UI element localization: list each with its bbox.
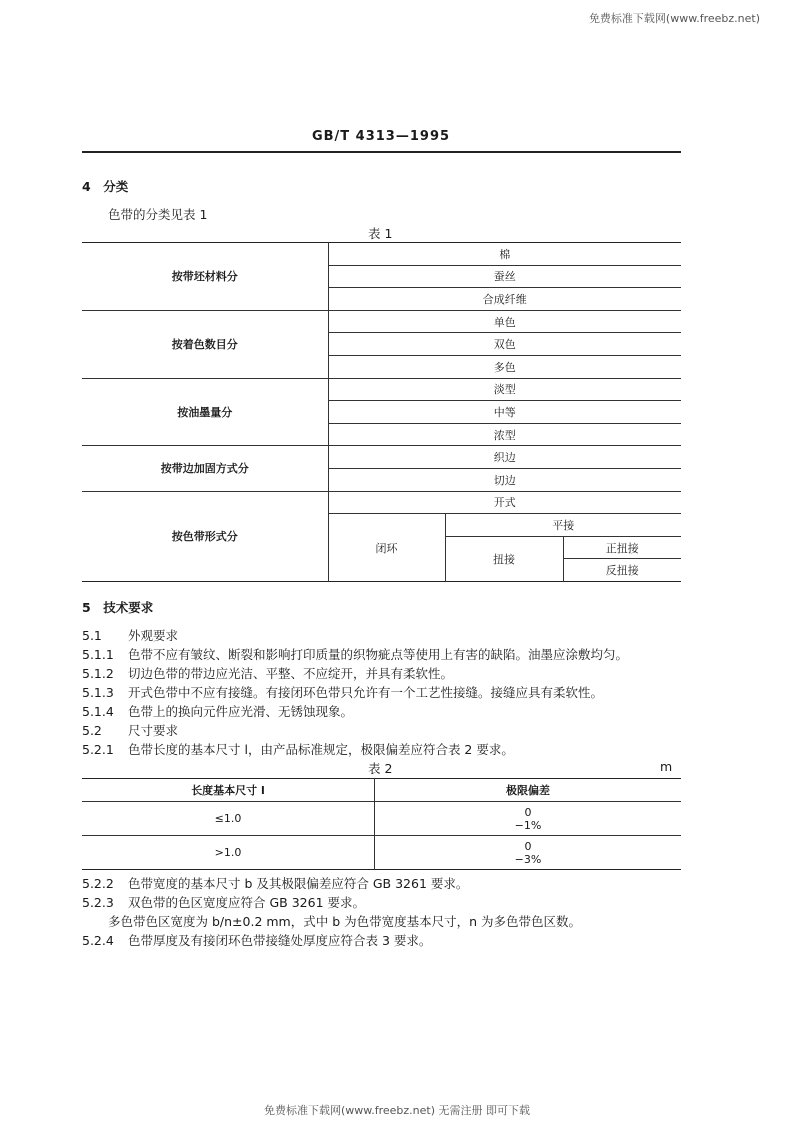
value-cell: 多色 <box>328 355 681 378</box>
value-cell: 棉 <box>499 247 511 261</box>
value-cell: 淡型 <box>328 378 681 401</box>
category-cell: 按色带形式分 <box>82 491 328 581</box>
table-1 <box>82 242 681 582</box>
paragraph <box>82 683 603 701</box>
clause-text: 开式色带中不应有接缝。有接闭环色带只允许有一个工艺性接缝。接缝应具有柔软性。 <box>128 685 604 700</box>
clause-text: 色带不应有皱纹、断裂和影响打印质量的织物疵点等使用上有害的缺陷。油墨应涂敷均匀。 <box>128 647 629 662</box>
value-cell: 平接 <box>445 514 681 537</box>
table-row <box>82 491 681 514</box>
watermark-top: 免费标准下载网(www.freebz.net) <box>588 12 760 25</box>
category-cell: 按带坯材料分 <box>82 243 328 311</box>
tolerance-cell <box>375 836 682 870</box>
clause-text: 多色带色区宽度为 b/n±0.2 mm，式中 b 为色带宽度基本尺寸，n 为多色带色区数。 <box>108 914 581 929</box>
paragraph <box>82 645 628 663</box>
paragraph <box>82 702 353 720</box>
section-5-heading: 5 技术要求 <box>82 600 154 615</box>
table-1-caption: 表 1 <box>368 226 393 241</box>
category-cell: 按油墨量分 <box>82 378 328 446</box>
category-cell: 按着色数目分 <box>82 310 328 378</box>
table-2-unit: m <box>660 759 673 774</box>
value-cell: 反扭接 <box>563 559 681 582</box>
clause-text: 双色带的色区宽度应符合 GB 3261 要求。 <box>128 895 365 910</box>
clause-text: 色带上的换向元件应光滑、无锈蚀现象。 <box>128 704 354 719</box>
value-cell: 浓型 <box>328 423 681 446</box>
paragraph <box>108 912 581 930</box>
paragraph <box>82 874 468 892</box>
value-cell: 正扭接 <box>563 536 681 559</box>
clause-number: 5.1.1 <box>82 647 114 662</box>
standard-number: GB/T 4313—1995 <box>311 129 451 144</box>
clause-number: 5.1 <box>82 628 102 643</box>
tolerance-cell <box>375 802 682 836</box>
clause-number: 5.2.1 <box>82 742 114 757</box>
column-header: 极限偏差 <box>375 779 682 802</box>
clause-text: 色带宽度的基本尺寸 b 及其极限偏差应符合 GB 3261 要求。 <box>128 876 469 891</box>
section-4-heading: 4 分类 <box>82 179 129 194</box>
section-4-intro: 色带的分类见表 1 <box>108 207 208 222</box>
value-cell: 蚕丝 <box>328 265 681 288</box>
clause-number: 5.2.2 <box>82 876 114 891</box>
clause-number: 5.2.4 <box>82 933 114 948</box>
category-cell: 按带边加固方式分 <box>82 446 328 491</box>
value-cell: 单色 <box>328 310 681 333</box>
paragraph <box>82 664 453 682</box>
clause-text: 色带厚度及有接闭环色带接缝处厚度应符合表 3 要求。 <box>128 933 432 948</box>
table-row <box>82 802 681 836</box>
clause-text: 切边色带的带边应光洁、平整、不应绽开，并具有柔软性。 <box>128 666 454 681</box>
paragraph <box>82 721 178 739</box>
clause-text: 色带长度的基本尺寸 l，由产品标准规定，极限偏差应符合表 2 要求。 <box>128 742 514 757</box>
value-cell: 切边 <box>328 468 681 491</box>
clause-text: 外观要求 <box>128 628 179 643</box>
clause-number: 5.1.4 <box>82 704 114 719</box>
watermark-bottom: 免费标准下载网(www.freebz.net) 无需注册 即可下载 <box>263 1104 531 1117</box>
paragraph <box>82 893 365 911</box>
value-cell: 双色 <box>328 333 681 356</box>
table-2 <box>82 778 681 870</box>
header-rule <box>82 151 681 153</box>
clause-number: 5.1.3 <box>82 685 114 700</box>
size-cell: >1.0 <box>82 836 375 870</box>
upper-deviation: 0 <box>524 839 532 853</box>
table-row <box>82 446 681 469</box>
paragraph <box>82 626 178 644</box>
value-cell: 合成纤维 <box>328 288 681 311</box>
upper-deviation: 0 <box>524 805 532 819</box>
clause-number: 5.2 <box>82 723 102 738</box>
table-2-caption: 表 2 <box>368 761 393 776</box>
value-cell: 中等 <box>328 401 681 424</box>
lower-deviation: −1% <box>514 818 542 832</box>
closed-loop-cell: 闭环 <box>328 514 445 582</box>
table-row <box>82 243 681 266</box>
twist-joint-cell: 扭接 <box>445 536 563 581</box>
size-cell: ≤1.0 <box>82 802 375 836</box>
table-row <box>82 310 681 333</box>
clause-number: 5.2.3 <box>82 895 114 910</box>
table-row <box>82 378 681 401</box>
table-row <box>82 836 681 870</box>
clause-number: 5.1.2 <box>82 666 114 681</box>
paragraph <box>82 740 514 758</box>
clause-text: 尺寸要求 <box>128 723 179 738</box>
table-header-row <box>82 779 681 802</box>
column-header: 长度基本尺寸 l <box>82 779 375 802</box>
paragraph <box>82 931 431 949</box>
value-cell: 开式 <box>328 491 681 514</box>
value-cell: 织边 <box>328 446 681 469</box>
lower-deviation: −3% <box>514 852 542 866</box>
